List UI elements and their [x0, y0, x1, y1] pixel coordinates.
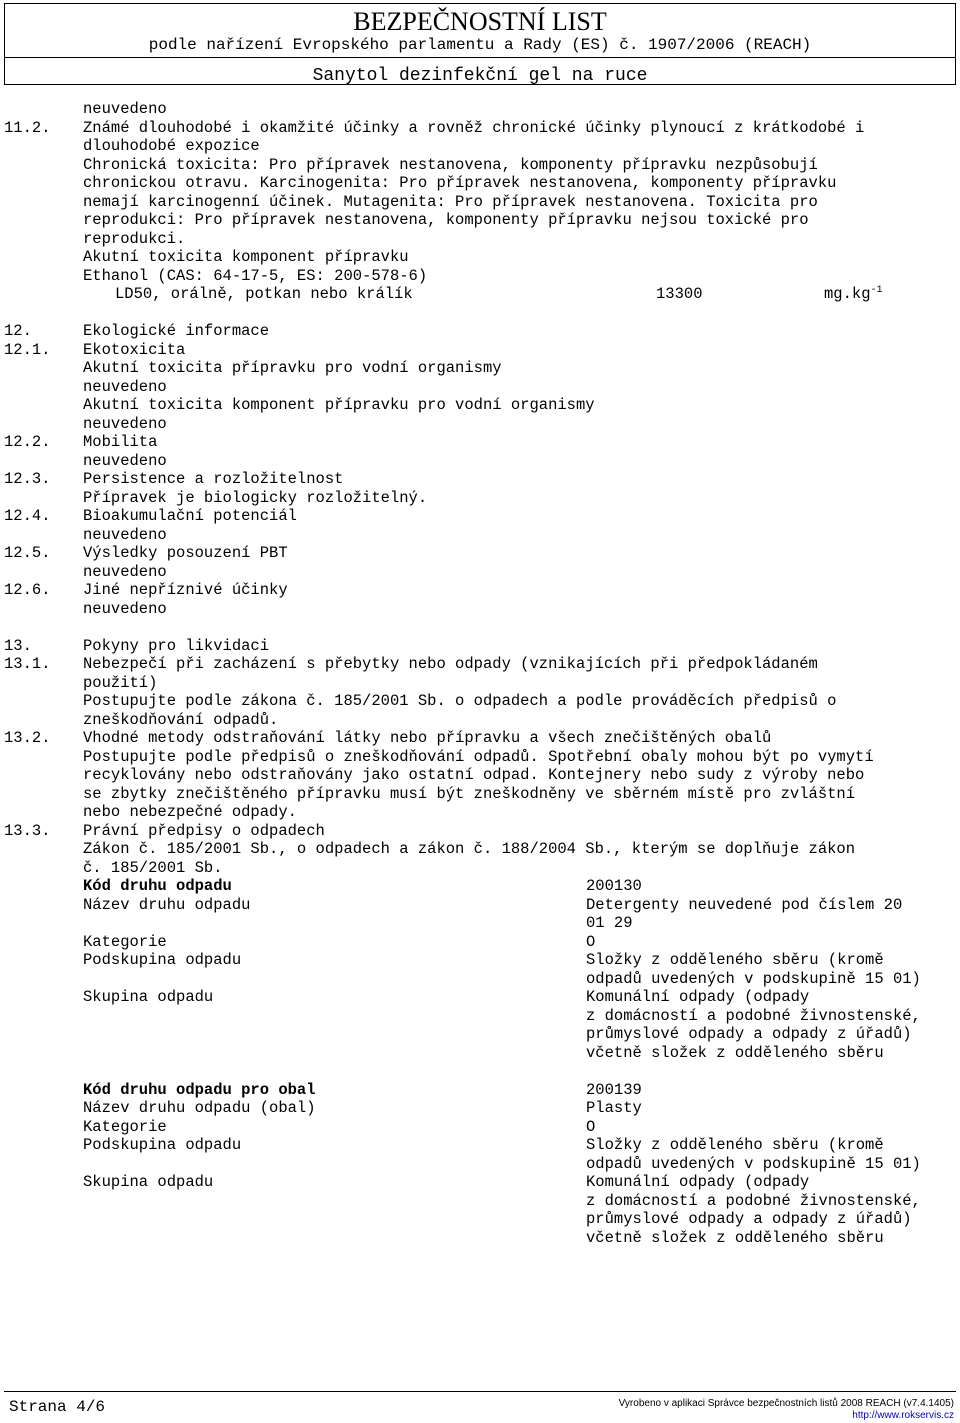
waste-value: O — [586, 932, 596, 951]
waste-value: průmyslové odpady a odpady z úřadů) — [586, 1210, 912, 1228]
waste-value: odpadů uvedených v podskupině 15 01) — [586, 1154, 921, 1173]
document-header — [4, 3, 956, 85]
section-number: 11.2. — [4, 118, 51, 137]
waste-row — [0, 877, 960, 896]
waste-row — [0, 1136, 960, 1155]
waste-key: Skupina odpadu — [83, 988, 214, 1006]
waste-row — [0, 1173, 960, 1192]
page-number: Strana 4/6 — [9, 1398, 106, 1416]
section-number: 12.3. — [4, 470, 51, 488]
value-text: neuvedeno — [83, 100, 167, 118]
document-title: BEZPEČNOSTNÍ LIST — [353, 7, 607, 36]
paragraph-line: recyklovány nebo odstraňovány jako ostatní odpad. Kontejnery nebo sudy z výroby nebo — [83, 766, 865, 784]
waste-value: odpadů uvedených v podskupině 15 01) — [586, 969, 921, 988]
waste-value: O — [586, 1117, 596, 1136]
value-text: Přípravek je biologicky rozložitelný. — [83, 488, 428, 507]
section-heading: Vhodné metody odstraňování látky nebo přípravku a všech znečištěných obalů — [83, 729, 772, 747]
waste-value: 01 29 — [586, 914, 633, 932]
paragraph-line: Chronická toxicita: Pro přípravek nestanovena, komponenty přípravku nezpůsobují — [83, 155, 818, 174]
waste-row — [0, 1099, 960, 1118]
section-heading: Právní předpisy o odpadech — [83, 821, 325, 840]
section-heading: dlouhodobé expozice — [83, 137, 260, 155]
waste-value: Detergenty neuvedené pod číslem 20 — [586, 895, 903, 914]
section-number: 12. — [4, 322, 32, 340]
waste-value: Složky z odděleného sběru (kromě — [586, 1136, 884, 1154]
section-number: 13.1. — [4, 655, 51, 673]
paragraph-line: nebo nebezpečné odpady. — [83, 803, 297, 821]
section-heading: Pokyny pro likvidaci — [83, 636, 270, 655]
section-heading: Bioakumulační potenciál — [83, 507, 297, 525]
product-name: Sanytol dezinfekční gel na ruce — [312, 66, 648, 86]
section-heading: Mobilita — [83, 433, 158, 451]
value-text: neuvedeno — [83, 377, 167, 396]
section-number: 13.2. — [4, 729, 51, 747]
waste-key: Podskupina odpadu — [83, 1136, 242, 1154]
value-text: neuvedeno — [83, 451, 167, 470]
waste-key: Kategorie — [83, 932, 167, 951]
value-text: neuvedeno — [83, 599, 167, 618]
ld50-row — [0, 285, 960, 304]
paragraph-line: reprodukci: Pro přípravek nestanovena, komponenty přípravku nejsou toxické pro — [83, 211, 809, 229]
waste-key: Kód druhu odpadu — [83, 877, 232, 895]
section-number: 13. — [4, 636, 32, 655]
section-heading: Persistence a rozložitelnost — [83, 470, 344, 488]
waste-key: Kód druhu odpadu pro obal — [83, 1080, 316, 1099]
paragraph-line: se zbytky znečištěného přípravku musí být zneškodněny ve sběrném místě pro zvláštní — [83, 784, 856, 803]
paragraph-line: Zákon č. 185/2001 Sb., o odpadech a zákon č. 188/2004 Sb., kterým se doplňuje zákon — [83, 840, 856, 858]
waste-row — [0, 988, 960, 1007]
waste-value: včetně složek z odděleného sběru — [586, 1228, 884, 1247]
waste-value: průmyslové odpady a odpady z úřadů) — [586, 1025, 912, 1043]
waste-key: Podskupina odpadu — [83, 951, 242, 969]
waste-row — [0, 933, 960, 952]
waste-row — [0, 896, 960, 915]
document-body — [0, 100, 960, 1247]
footer-divider — [4, 1391, 956, 1392]
paragraph-line: reprodukci. — [83, 229, 186, 248]
waste-key: Kategorie — [83, 1117, 167, 1136]
generator-note: Vyrobeno v aplikaci Správce bezpečnostních listů 2008 REACH (v7.4.1405) — [618, 1398, 954, 1409]
paragraph-line: Postupujte podle zákona č. 185/2001 Sb. o odpadech a podle prováděcích předpisů o — [83, 692, 837, 710]
section-heading: použití) — [83, 673, 158, 692]
waste-value: 200139 — [586, 1080, 642, 1099]
section-number: 12.1. — [4, 340, 51, 359]
value-text: neuvedeno — [83, 414, 167, 433]
ld50-value: 13300 — [656, 285, 703, 303]
section-heading: Ekologické informace — [83, 322, 270, 340]
waste-key: Název druhu odpadu — [83, 895, 251, 914]
section-heading: Výsledky posouzení PBT — [83, 544, 288, 562]
subheading: Akutní toxicita komponent přípravku pro vodní organismy — [83, 396, 595, 414]
section-number: 12.2. — [4, 433, 51, 451]
subheading: Akutní toxicita přípravku pro vodní organismy — [83, 359, 502, 377]
waste-value: Složky z odděleného sběru (kromě — [586, 951, 884, 969]
waste-key: Název druhu odpadu (obal) — [83, 1099, 316, 1117]
ld50-label: LD50, orálně, potkan nebo králík — [115, 285, 413, 303]
waste-value: Plasty — [586, 1099, 642, 1117]
value-text: neuvedeno — [83, 562, 167, 581]
waste-value: Komunální odpady (odpady — [586, 1173, 810, 1191]
ld50-unit: $mg.kg^{-1}$ — [824, 285, 883, 303]
paragraph-line: nemají karcinogenní účinek. Mutagenita: Pro přípravek nestanovena. Toxicita pro — [83, 192, 818, 211]
regulation-subtitle: podle nařízení Evropského parlamentu a Rady (ES) č. 1907/2006 (REACH) — [148, 36, 812, 54]
component-name: Ethanol (CAS: 64-17-5, ES: 200-578-6) — [83, 266, 428, 285]
section-number: 13.3. — [4, 821, 51, 840]
paragraph-line: č. 185/2001 Sb. — [83, 858, 223, 877]
header-divider — [5, 57, 955, 58]
waste-value: 200130 — [586, 877, 642, 895]
waste-value: Komunální odpady (odpady — [586, 988, 810, 1006]
paragraph-line: zneškodňování odpadů. — [83, 710, 279, 729]
subheading: Akutní toxicita komponent přípravku — [83, 248, 409, 266]
waste-row — [0, 1081, 960, 1100]
waste-key: Skupina odpadu — [83, 1173, 214, 1191]
paragraph-line: Postupujte podle předpisů o zneškodňování odpadů. Spotřební obaly mohou být po vymytí — [83, 747, 874, 766]
section-number: 12.6. — [4, 581, 51, 599]
waste-value: včetně složek z odděleného sběru — [586, 1043, 884, 1062]
section-number: 12.4. — [4, 507, 51, 525]
website-link[interactable]: http://www.rokservis.cz — [852, 1410, 954, 1421]
waste-value: z domácností a podobné živnostenské, — [586, 1191, 921, 1210]
paragraph-line: chronickou otravu. Karcinogenita: Pro přípravek nestanovena, komponenty přípravku — [83, 174, 837, 192]
section-heading: Ekotoxicita — [83, 340, 186, 359]
section-number: 12.5. — [4, 544, 51, 562]
section-heading: Nebezpečí při zacházení s přebytky nebo odpady (vznikajících při předpokládaném — [83, 655, 818, 673]
waste-row — [0, 951, 960, 970]
value-text: neuvedeno — [83, 525, 167, 544]
waste-value: z domácností a podobné živnostenské, — [586, 1006, 921, 1025]
section-heading: Známé dlouhodobé i okamžité účinky a rovněž chronické účinky plynoucí z krátkodobé i — [83, 118, 865, 137]
waste-row — [0, 1118, 960, 1137]
section-heading: Jiné nepříznivé účinky — [83, 581, 288, 599]
